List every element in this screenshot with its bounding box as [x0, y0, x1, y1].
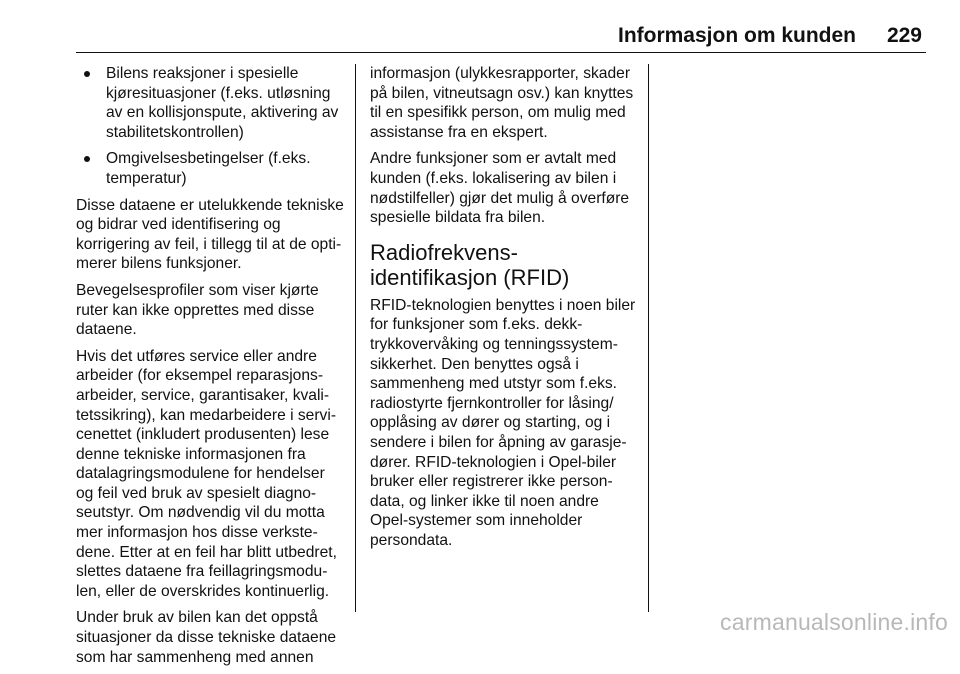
page-number: 229 [886, 24, 922, 47]
paragraph: Under bruk av bilen kan det oppstå situasjoner da disse tekniske dataene som har sammenheng med annen [76, 609, 337, 666]
right-column [370, 64, 636, 557]
column-divider [355, 64, 356, 612]
paragraph: Andre funksjoner som er avtalt med kunden (f.eks. lokalisering av bilen i nødstilfeller) gjør det mulig å overføre spesielle bildata fra bilen. [370, 150, 630, 227]
paragraph: Disse dataene er utelukkende tekniske og bidrar ved identifisering og korrigering av feil, i tillegg til at de optimerer bilens funksjoner. [76, 196, 344, 273]
watermark: carmanualsonline.info [720, 609, 948, 635]
paragraph: informasjon (ulykkesrapporter, skader på bilen, vitneutsagn osv.) kan knyttes til en spesifikk person, om mulig med assistanse fra en ekspert. [370, 65, 634, 141]
bullet-item [76, 64, 344, 142]
header-title: Informasjon om kunden [617, 24, 856, 47]
bullet-text: Omgivelsesbetingelser (f.eks. temperatur) [106, 150, 311, 187]
paragraph: RFID-teknologien benyttes i noen biler for funksjoner som f.eks. dekktrykkovervåking og tenningssystemsikkerhet. Den benyttes også i sammenheng med utstyr som f.eks. radiostyrte fjernkontroller for låsing/ opplåsing av dører og starting, og i sendere i bilen for åpning av garasjedører. RFID-teknologien i Opel-biler bruker eller registrerer ikke persondata, og linker ikke til noen andre Opel-systemer som inneholder persondata. [370, 296, 636, 549]
paragraph: Hvis det utføres service eller andre arbeider (for eksempel reparasjonsarbeider, service, garantisaker, kvalitetssikring), kan medarbeidere i servicenettet (inkludert produsenten) lese denne tekniske informasjonen fra datalagringsmodulene for hendelser og feil ved bruk av spesielt diagnoseutstyr. Om nødvendig vil du motta mer informasjon hos disse verkstedene. Etter at en feil har blitt utbedret, slettes dataene fra feillagringsmodulen, eller de overskrides kontinuerlig. [76, 347, 337, 600]
left-column [76, 64, 344, 674]
bullet-text: Bilens reaksjoner i spesielle kjøresituasjoner (f.eks. utløsning av en kollisjonspute, aktivering av stabilitetskontrollen) [106, 65, 339, 141]
paragraph: Bevegelsesprofiler som viser kjørte ruter kan ikke opprettes med disse dataene. [76, 281, 319, 339]
bullet-item [76, 149, 344, 188]
bullet-dot-icon [84, 156, 90, 162]
header-rule [76, 52, 926, 53]
page-header [76, 22, 926, 52]
bullet-list [76, 64, 344, 189]
section-heading: Radiofrekvensidentifikasjon (RFID) [370, 239, 570, 290]
column-divider [648, 64, 649, 612]
bullet-dot-icon [84, 71, 90, 77]
